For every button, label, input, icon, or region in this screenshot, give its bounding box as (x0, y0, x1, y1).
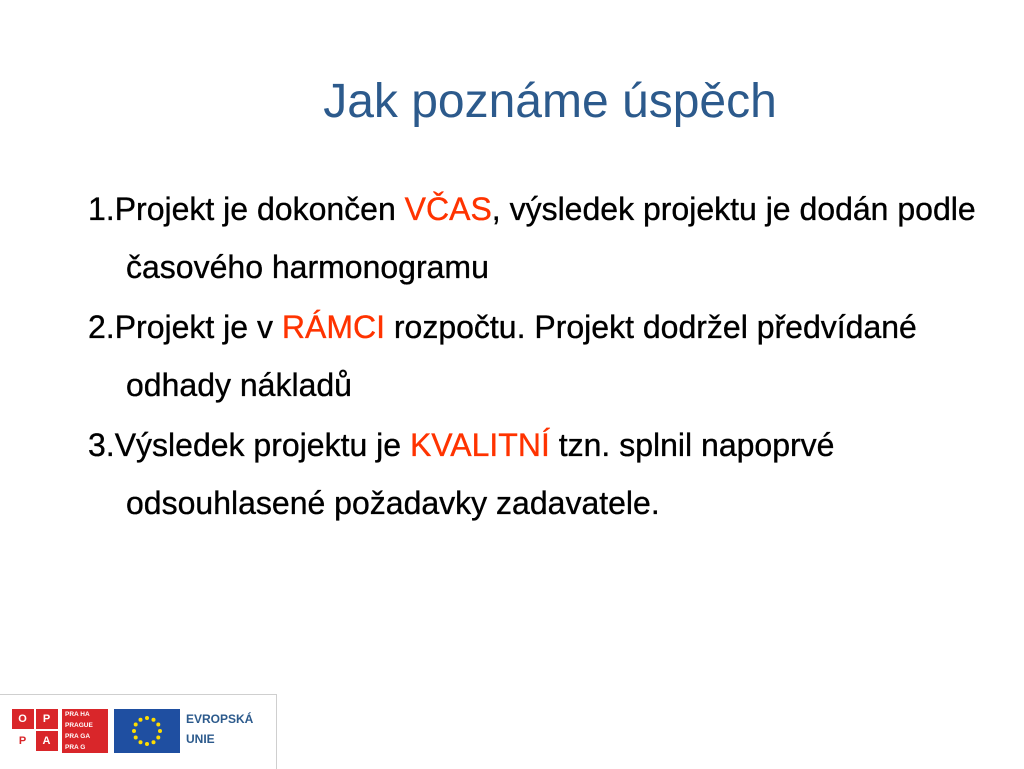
eu-flag-icon (114, 709, 180, 753)
slide-title: Jak poznáme úspěch (323, 75, 777, 128)
eu-label-line2: UNIE (186, 732, 215, 746)
oppa-letter: P (36, 709, 58, 729)
item-text-before: Projekt je v (114, 309, 282, 345)
item-number: 1. (88, 191, 115, 227)
item-highlight: RÁMCI (281, 309, 385, 345)
list-item (88, 298, 988, 414)
item-text-after: , výsledek projektu je dodán podle časového harmonogramu (126, 191, 976, 285)
oppa-letter: A (36, 731, 58, 751)
prague-logo-line: PRAGUE (65, 722, 93, 729)
item-text-before: Projekt je dokončen (114, 191, 405, 227)
prague-logo (62, 709, 108, 753)
eu-stars-icon (114, 709, 180, 753)
eu-label-line1: EVROPSKÁ (186, 712, 254, 726)
prague-logo-line: PRA G (65, 744, 86, 751)
oppa-logo (12, 709, 60, 753)
prague-logo-line: PRA GA (65, 733, 91, 740)
oppa-letter: P (12, 731, 34, 751)
eu-label (186, 709, 272, 753)
item-text-after: rozpočtu. Projekt dodržel předvídané odhady nákladů (126, 309, 917, 403)
criteria-list (88, 180, 988, 534)
item-text-before: Výsledek projektu je (114, 427, 410, 463)
item-number: 3. (88, 427, 115, 463)
list-item (88, 416, 988, 532)
item-highlight: KVALITNÍ (409, 427, 550, 463)
item-number: 2. (88, 309, 115, 345)
list-item (88, 180, 988, 296)
item-text-after: tzn. splnil napoprvé odsouhlasené požadavky zadavatele. (126, 427, 835, 521)
footer-logo-bar (0, 694, 277, 769)
item-highlight: VČAS (404, 191, 492, 227)
prague-logo-line: PRA HA (65, 711, 90, 718)
oppa-letter: O (12, 709, 34, 729)
